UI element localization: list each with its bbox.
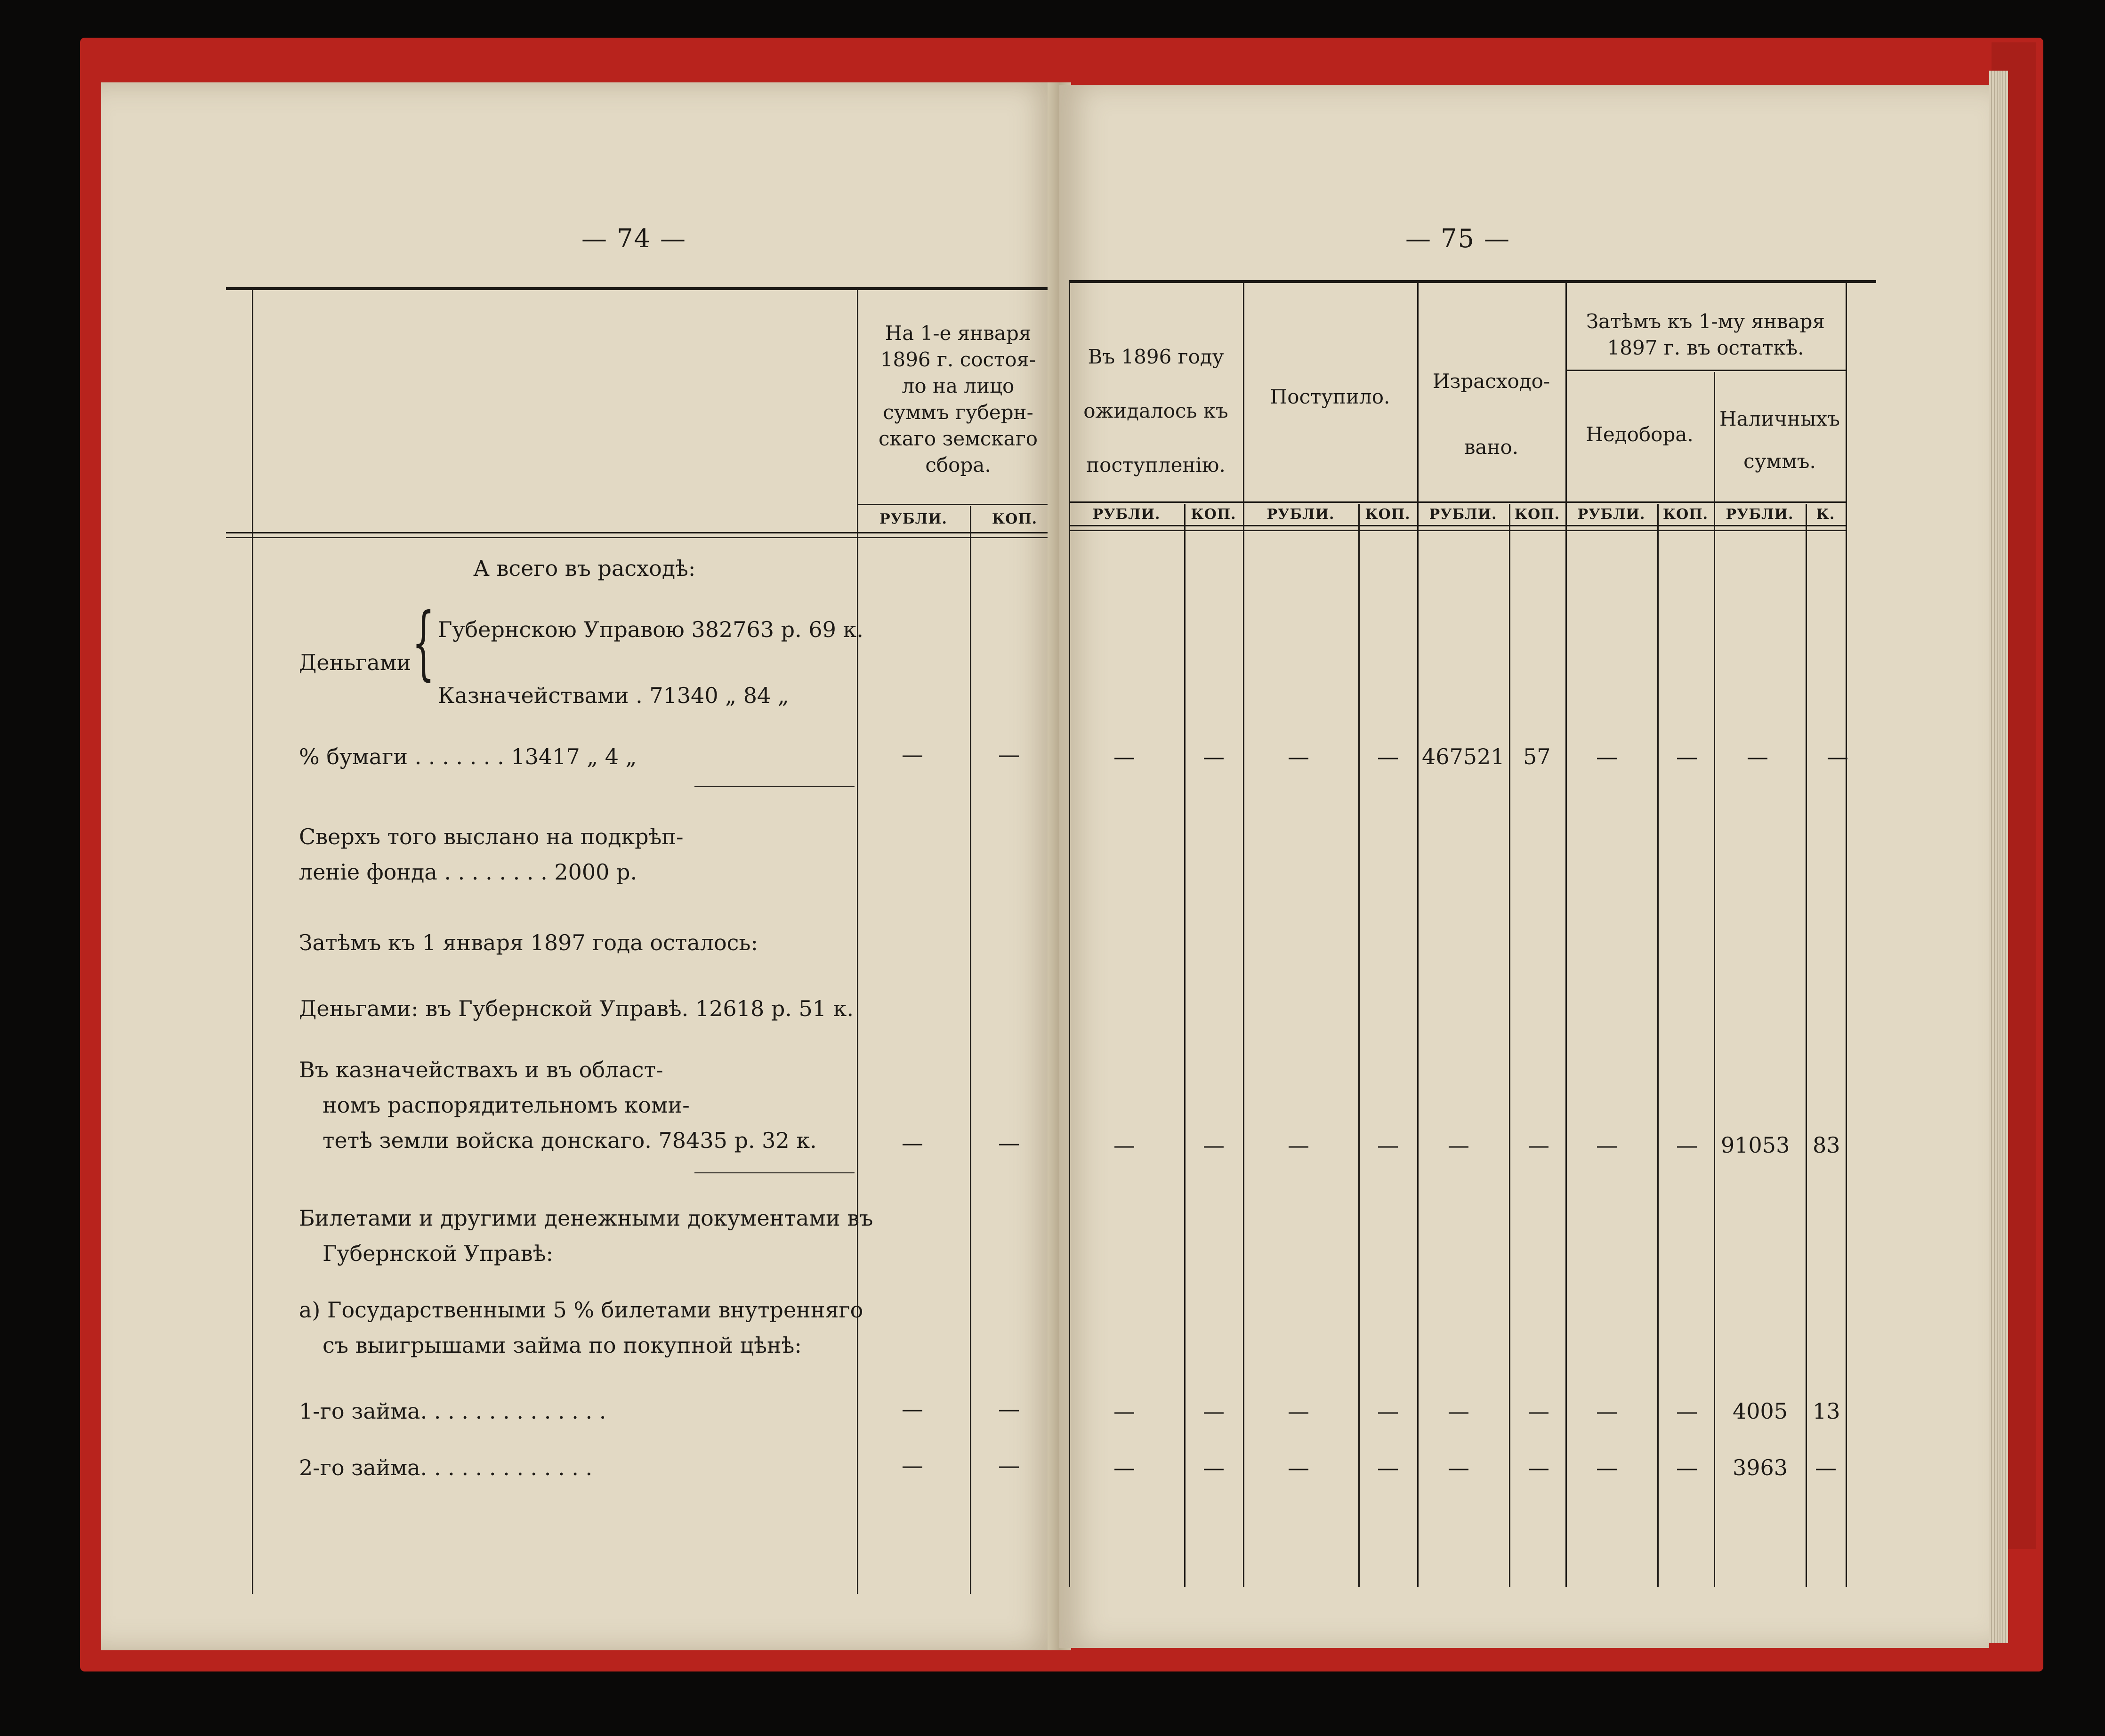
brace-glyph: { [412, 596, 435, 689]
papers-line: % бумаги . . . . . . . 13417 „ 4 „ [299, 744, 637, 769]
dash: — [1448, 1455, 1469, 1480]
kop-header: КОП. [992, 511, 1038, 527]
dash: — [1288, 1398, 1309, 1424]
treasuries-line-2: номъ распорядительномъ коми- [323, 1092, 690, 1118]
dash: — [998, 1396, 1020, 1421]
dash: — [998, 1130, 1020, 1155]
loan2-rub-value: 3963 [1733, 1455, 1788, 1480]
dash: — [1596, 744, 1618, 769]
treasury-line: Казначействами . 71340 „ 84 „ [438, 683, 789, 708]
column-divider [1657, 504, 1659, 1587]
dash: — [1203, 744, 1225, 769]
header-sub-rule [1565, 370, 1846, 371]
dash: — [1288, 1455, 1309, 1480]
state-bonds-line-1: а) Государственными 5 % билетами внутренняго [299, 1297, 863, 1323]
column-divider [1846, 283, 1847, 1587]
header-bottom-rule [226, 532, 1059, 533]
dash: — [1676, 1132, 1698, 1158]
money-label: Деньгами [299, 650, 411, 675]
column-divider [1509, 504, 1510, 1587]
dash: — [1676, 1455, 1698, 1480]
column-divider [1417, 283, 1419, 1587]
dash: — [1676, 1398, 1698, 1424]
column-divider [857, 290, 858, 1594]
total-heading: А всего въ расходѣ: [473, 556, 696, 581]
right-page [1059, 85, 1989, 1648]
remainder-header: Затѣмъ къ 1-му января 1897 г. въ остаткѣ. [1586, 310, 1825, 359]
remaining-line: Затѣмъ къ 1 января 1897 года осталось: [299, 930, 758, 955]
dash: — [1448, 1398, 1469, 1424]
dash: — [998, 742, 1020, 767]
page-number: — 75 — [1405, 224, 1511, 253]
header-sub-rule [857, 504, 1059, 505]
unit-header: РУБЛИ. [1266, 506, 1335, 523]
unit-header: РУБЛИ. [1726, 506, 1794, 523]
dash: — [1528, 1398, 1549, 1424]
cash-rub-value: 91053 [1721, 1132, 1790, 1158]
dash: — [1747, 744, 1768, 769]
received-header: Поступило. [1270, 385, 1390, 408]
dash: — [1288, 744, 1309, 769]
unit-header: КОП. [1365, 506, 1411, 523]
unit-header: РУБЛИ. [1577, 506, 1645, 523]
page-number: — 74 — [581, 224, 687, 253]
header-top-rule [1069, 280, 1876, 283]
dash: — [1448, 1132, 1469, 1158]
rub-header: РУБЛИ. [879, 511, 947, 527]
state-bonds-line-2: съ выигрышами займа по покупной цѣнѣ: [323, 1332, 802, 1358]
dash: — [1377, 1455, 1399, 1480]
dash: — [1377, 1132, 1399, 1158]
dash: — [1528, 1455, 1549, 1480]
spent-header: Израсходо- вано. [1432, 370, 1550, 459]
dash: — [1528, 1132, 1549, 1158]
column-divider [1358, 504, 1360, 1587]
column-divider [1069, 283, 1070, 1587]
sum-rule [694, 786, 855, 787]
dash: — [1377, 1398, 1399, 1424]
expected-header: Въ 1896 году ожидалось къ поступленію. [1083, 345, 1228, 476]
dash: — [1827, 744, 1848, 769]
gov-board-line: Губернскою Управою 382763 р. 69 к. [438, 617, 863, 642]
treasuries-line-3: тетѣ земли войска донскаго. 78435 р. 32 к. [323, 1128, 817, 1153]
unit-header: КОП. [1514, 506, 1560, 523]
unit-header: К. [1816, 506, 1835, 523]
unit-header: РУБЛИ. [1092, 506, 1161, 523]
unit-header: КОП. [1191, 506, 1236, 523]
header-bottom-rule [1069, 525, 1846, 526]
header-top-rule [226, 287, 1059, 290]
money-board-line: Деньгами: въ Губернской Управѣ. 12618 р. 51 к. [299, 996, 854, 1021]
column-divider [1243, 283, 1244, 1587]
loan1-line: 1-го займа. . . . . . . . . . . . . . [299, 1398, 606, 1424]
unit-header: РУБЛИ. [1429, 506, 1497, 523]
dash: — [1113, 1132, 1135, 1158]
sent-line-2: леніе фонда . . . . . . . . 2000 р. [299, 859, 637, 885]
arrears-header: Недобора. [1586, 423, 1694, 446]
header-bottom-rule [226, 537, 1059, 538]
column-divider [1806, 504, 1807, 1587]
dash: — [1203, 1132, 1225, 1158]
dash: — [1113, 1398, 1135, 1424]
loan2-line: 2-го займа. . . . . . . . . . . . . [299, 1455, 593, 1480]
dash: — [1203, 1455, 1225, 1480]
dash: — [902, 742, 923, 767]
loan1-kop-value: 13 [1813, 1398, 1840, 1424]
cash-kop-value: 83 [1813, 1132, 1840, 1158]
header-bottom-rule [1069, 530, 1846, 531]
dash: — [1676, 744, 1698, 769]
column-divider [1565, 283, 1567, 1587]
tickets-line-2: Губернской Управѣ: [323, 1241, 553, 1266]
column-divider [970, 506, 971, 1594]
column-divider [1184, 504, 1186, 1587]
header-sub-rule [1069, 501, 1846, 503]
loan1-rub-value: 4005 [1733, 1398, 1788, 1424]
dash: — [902, 1396, 923, 1421]
dash: — [1596, 1455, 1618, 1480]
sum-rule [694, 1172, 855, 1173]
dash: — [998, 1453, 1020, 1478]
page-edges [1989, 71, 2008, 1643]
dash: — [1113, 744, 1135, 769]
dash: — [1203, 1398, 1225, 1424]
cash-header: Наличныхъ суммъ. [1719, 407, 1840, 473]
dash: — [902, 1453, 923, 1478]
dash: — [1288, 1132, 1309, 1158]
dash: — [1596, 1398, 1618, 1424]
dash: — [1113, 1455, 1135, 1480]
tickets-line-1: Билетами и другими денежными документами въ [299, 1205, 873, 1231]
column-header-title: На 1-е января 1896 г. состоя- ло на лицо суммъ губерн- скаго земскаго сбора. [879, 322, 1038, 476]
unit-header: КОП. [1662, 506, 1709, 523]
dash: — [902, 1130, 923, 1155]
dash: — [1596, 1132, 1618, 1158]
left-page [101, 82, 1059, 1650]
spent-rub-value: 467521 [1422, 744, 1505, 769]
dash: — [1377, 744, 1399, 769]
sent-line-1: Сверхъ того выслано на подкрѣп- [299, 824, 684, 849]
table-left-border [252, 290, 253, 1594]
column-divider [1714, 372, 1715, 1587]
spent-kop-value: 57 [1523, 744, 1551, 769]
loan2-kop-value: — [1815, 1455, 1837, 1480]
column-divider [970, 506, 971, 530]
treasuries-line-1: Въ казначействахъ и въ област- [299, 1057, 663, 1082]
